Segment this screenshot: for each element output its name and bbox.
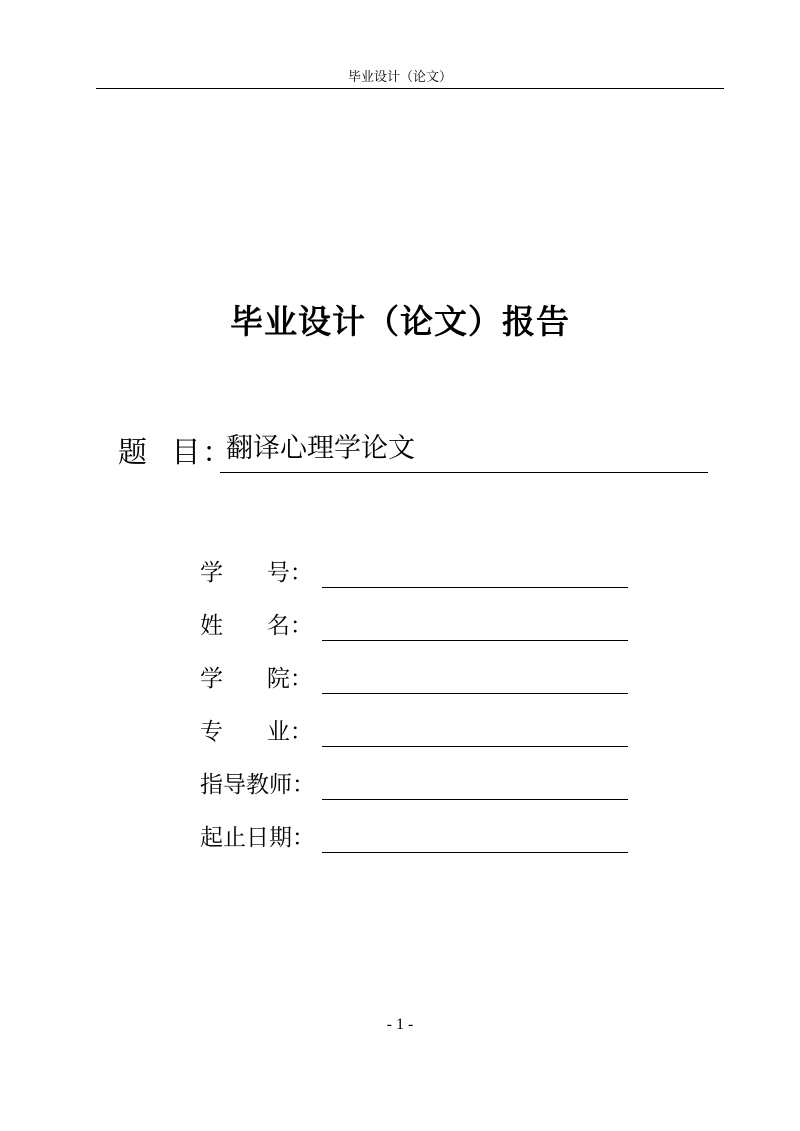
field-underline [322,693,628,694]
document-title: 毕业设计（论文）报告 [230,302,570,341]
field-label: 指导教师： [200,772,315,798]
page-number: - 1 - [386,1016,414,1033]
field-underline [322,640,628,641]
field-college [200,660,630,700]
field-label: 学 院： [200,666,313,692]
field-underline [322,746,628,747]
field-underline [322,587,628,588]
field-name [200,607,630,647]
field-label: 起止日期： [200,825,315,851]
topic-label: 题 目： [118,435,234,469]
field-underline [322,799,628,800]
field-major [200,713,630,753]
topic-underline [220,472,708,473]
field-student-id [200,554,630,594]
field-advisor [200,766,630,806]
running-header-title: 毕业设计（论文） [347,70,452,85]
header-rule [96,88,724,89]
field-underline [322,852,628,853]
field-date-range [200,819,630,859]
topic-value: 翻译心理学论文 [226,433,415,464]
field-label: 姓 名： [200,613,313,639]
field-label: 专 业： [200,719,313,745]
field-label: 学 号： [200,560,313,586]
